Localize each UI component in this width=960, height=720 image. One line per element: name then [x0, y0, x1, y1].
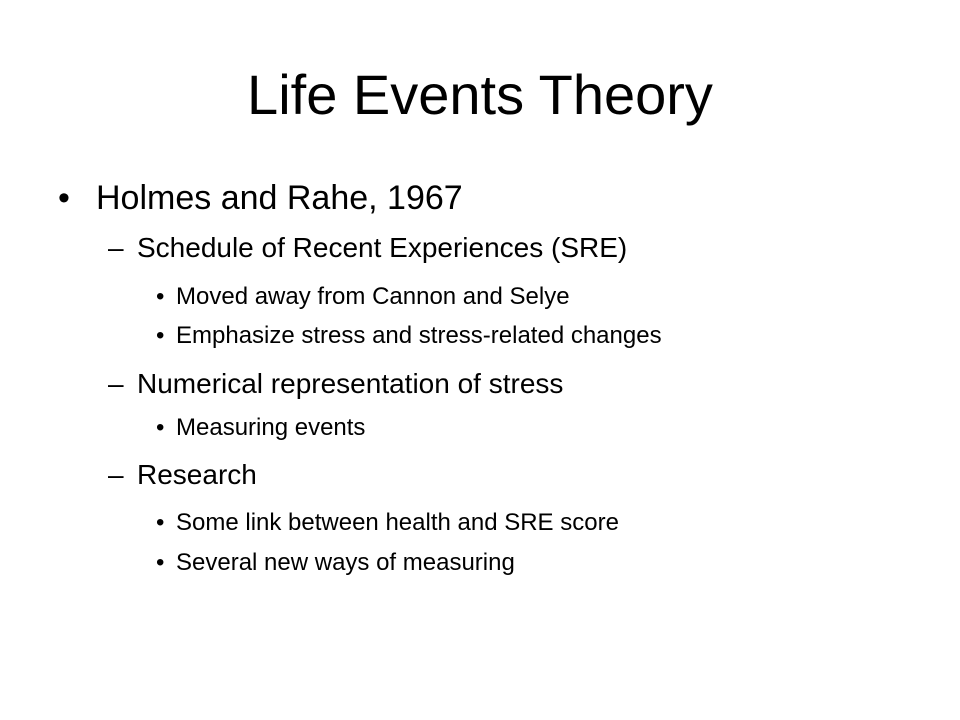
bullet-marker: •	[156, 322, 165, 349]
sub-bullet-text: Numerical representation of stress	[137, 368, 564, 399]
sub-sub-bullet-text: Moved away from Cannon and Selye	[176, 283, 570, 310]
bullet-marker: •	[156, 414, 165, 441]
bullet-marker: •	[58, 179, 70, 217]
sub-sub-bullet-text: Measuring events	[176, 414, 366, 441]
slide-title: Life Events Theory	[247, 63, 713, 126]
sub-sub-bullet-text: Some link between health and SRE score	[176, 509, 619, 536]
bullet-marker: •	[156, 283, 165, 310]
sub-bullet-text: Schedule of Recent Experiences (SRE)	[137, 232, 628, 263]
bullet-marker: •	[156, 509, 165, 536]
bullet-text: Holmes and Rahe, 1967	[96, 179, 463, 217]
sub-sub-bullet-text: Several new ways of measuring	[176, 549, 515, 576]
bullet-marker: •	[156, 549, 165, 576]
sub-bullet-text: Research	[137, 459, 257, 490]
dash-marker: –	[108, 368, 124, 399]
dash-marker: –	[108, 232, 124, 263]
dash-marker: –	[108, 459, 124, 490]
sub-sub-bullet-text: Emphasize stress and stress-related changes	[176, 322, 662, 349]
